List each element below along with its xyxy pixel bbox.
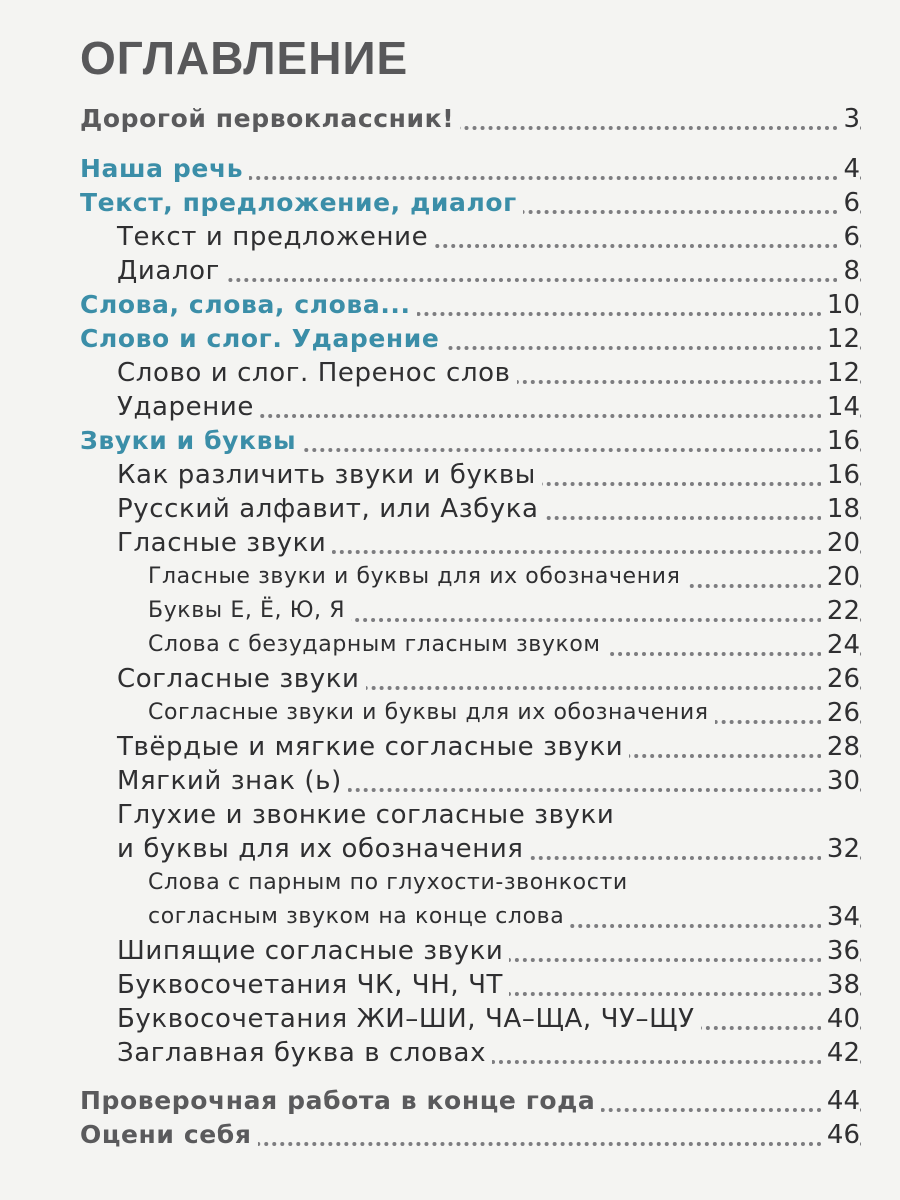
toc-entry-page: 6 xyxy=(837,222,860,252)
toc-entry-label: Дорогой первоклассник! xyxy=(80,104,460,134)
page-title: ОГЛАВЛЕНИЕ xyxy=(80,32,409,84)
toc-entry-page: 42 xyxy=(821,1038,860,1068)
toc-entry-label: Русский алфавит, или Азбука xyxy=(117,494,545,524)
toc-entry-page: 14 xyxy=(821,392,860,422)
toc-entry-page: 6 xyxy=(837,188,860,218)
toc-entry-page: 28 xyxy=(821,732,860,762)
toc-entry xyxy=(0,867,900,901)
toc-entry-page: 10 xyxy=(821,290,860,320)
toc-entry xyxy=(0,323,900,357)
toc-entry-label: Гласные звуки xyxy=(117,528,332,558)
toc-entry-page: 34 xyxy=(821,902,860,932)
toc-entry xyxy=(0,357,900,391)
toc-entry xyxy=(0,103,900,137)
toc-entry-label: Проверочная работа в конце года xyxy=(80,1086,601,1116)
toc-entry xyxy=(0,697,900,731)
toc-entry-page: 12 xyxy=(821,324,860,354)
toc-entry xyxy=(0,731,900,765)
toc-entry-page: 3 xyxy=(837,104,860,134)
toc-entry-page: 16 xyxy=(821,460,860,490)
toc-entry-page: 26 xyxy=(821,664,860,694)
toc-entry-page: 12 xyxy=(821,358,860,388)
toc-entry-label: и буквы для их обозначения xyxy=(117,834,530,864)
toc-entry xyxy=(0,153,900,187)
toc-entry-label: согласным звуком на конце слова xyxy=(148,902,570,932)
toc-entry xyxy=(0,561,900,595)
toc-entry-label: Диалог xyxy=(117,256,226,286)
toc-entry xyxy=(0,221,900,255)
toc-entry xyxy=(0,187,900,221)
dot-leader xyxy=(117,278,862,282)
toc-entry xyxy=(0,901,900,935)
toc-entry-label: Заглавная буква в словах xyxy=(117,1038,492,1068)
toc-entry-page: 20 xyxy=(821,562,860,592)
toc-entry-label: Как различить звуки и буквы xyxy=(117,460,542,490)
toc-entry xyxy=(0,595,900,629)
toc-entry-label: Буквосочетания ЧК, ЧН, ЧТ xyxy=(117,970,509,1000)
toc-entry xyxy=(0,833,900,867)
toc-entry xyxy=(0,1119,900,1153)
toc-entry xyxy=(0,969,900,1003)
toc-entry-page: 44 xyxy=(821,1086,860,1116)
toc-entry-label: Оцени себя xyxy=(80,1120,258,1150)
toc-entry xyxy=(0,527,900,561)
toc-entry xyxy=(0,1003,900,1037)
toc-entry-page: 16 xyxy=(821,426,860,456)
toc-entry-label: Слова, слова, слова... xyxy=(80,290,417,320)
toc-entry-label: Звуки и буквы xyxy=(80,426,302,456)
toc-entry xyxy=(0,459,900,493)
toc-entry-page: 8 xyxy=(837,256,860,286)
toc-entry xyxy=(0,425,900,459)
toc-entry-page: 36 xyxy=(821,936,860,966)
toc-entry-label: Гласные звуки и буквы для их обозначения xyxy=(148,562,686,592)
toc-entry-page: 4 xyxy=(837,154,860,184)
toc-entry-page: 20 xyxy=(821,528,860,558)
toc-entry-label: Текст, предложение, диалог xyxy=(80,188,523,218)
toc-entry xyxy=(0,493,900,527)
toc-entry-label: Твёрдые и мягкие согласные звуки xyxy=(117,732,629,762)
toc-entry xyxy=(0,629,900,663)
toc-entry-page: 38 xyxy=(821,970,860,1000)
toc-entry-label: Буквы Е, Ё, Ю, Я xyxy=(148,596,351,626)
toc-entry xyxy=(0,799,900,833)
toc-entry xyxy=(0,765,900,799)
table-of-contents xyxy=(0,95,900,1153)
toc-entry xyxy=(0,1037,900,1071)
toc-entry-label: Слово и слог. Ударение xyxy=(80,324,445,354)
toc-entry-label: Слова с безударным гласным звуком xyxy=(148,630,607,660)
toc-entry-page: 22 xyxy=(821,596,860,626)
toc-entry-label: Слово и слог. Перенос слов xyxy=(117,358,517,388)
toc-entry-page: 24 xyxy=(821,630,860,660)
toc-entry-label: Слова с парным по глухости-звонкости xyxy=(148,868,634,898)
toc-entry-label: Наша речь xyxy=(80,154,249,184)
toc-entry-label: Текст и предложение xyxy=(117,222,434,252)
toc-entry-label: Шипящие согласные звуки xyxy=(117,936,509,966)
toc-entry-page: 26 xyxy=(821,698,860,728)
toc-entry-label: Мягкий знак (ь) xyxy=(117,766,348,796)
toc-entry-page: 32 xyxy=(821,834,860,864)
toc-entry xyxy=(0,663,900,697)
toc-entry-label: Буквосочетания ЖИ–ШИ, ЧА–ЩА, ЧУ–ЩУ xyxy=(117,1004,701,1034)
toc-entry-page: 30 xyxy=(821,766,860,796)
toc-entry xyxy=(0,935,900,969)
toc-entry-page: 18 xyxy=(821,494,860,524)
toc-entry-label: Согласные звуки и буквы для их обозначения xyxy=(148,698,715,728)
toc-entry-label: Глухие и звонкие согласные звуки xyxy=(117,800,620,830)
toc-entry xyxy=(0,255,900,289)
toc-entry xyxy=(0,391,900,425)
toc-entry-label: Ударение xyxy=(117,392,260,422)
toc-entry xyxy=(0,289,900,323)
toc-entry-page: 40 xyxy=(821,1004,860,1034)
toc-entry-page: 46 xyxy=(821,1120,860,1150)
toc-entry xyxy=(0,1085,900,1119)
toc-entry-label: Согласные звуки xyxy=(117,664,366,694)
